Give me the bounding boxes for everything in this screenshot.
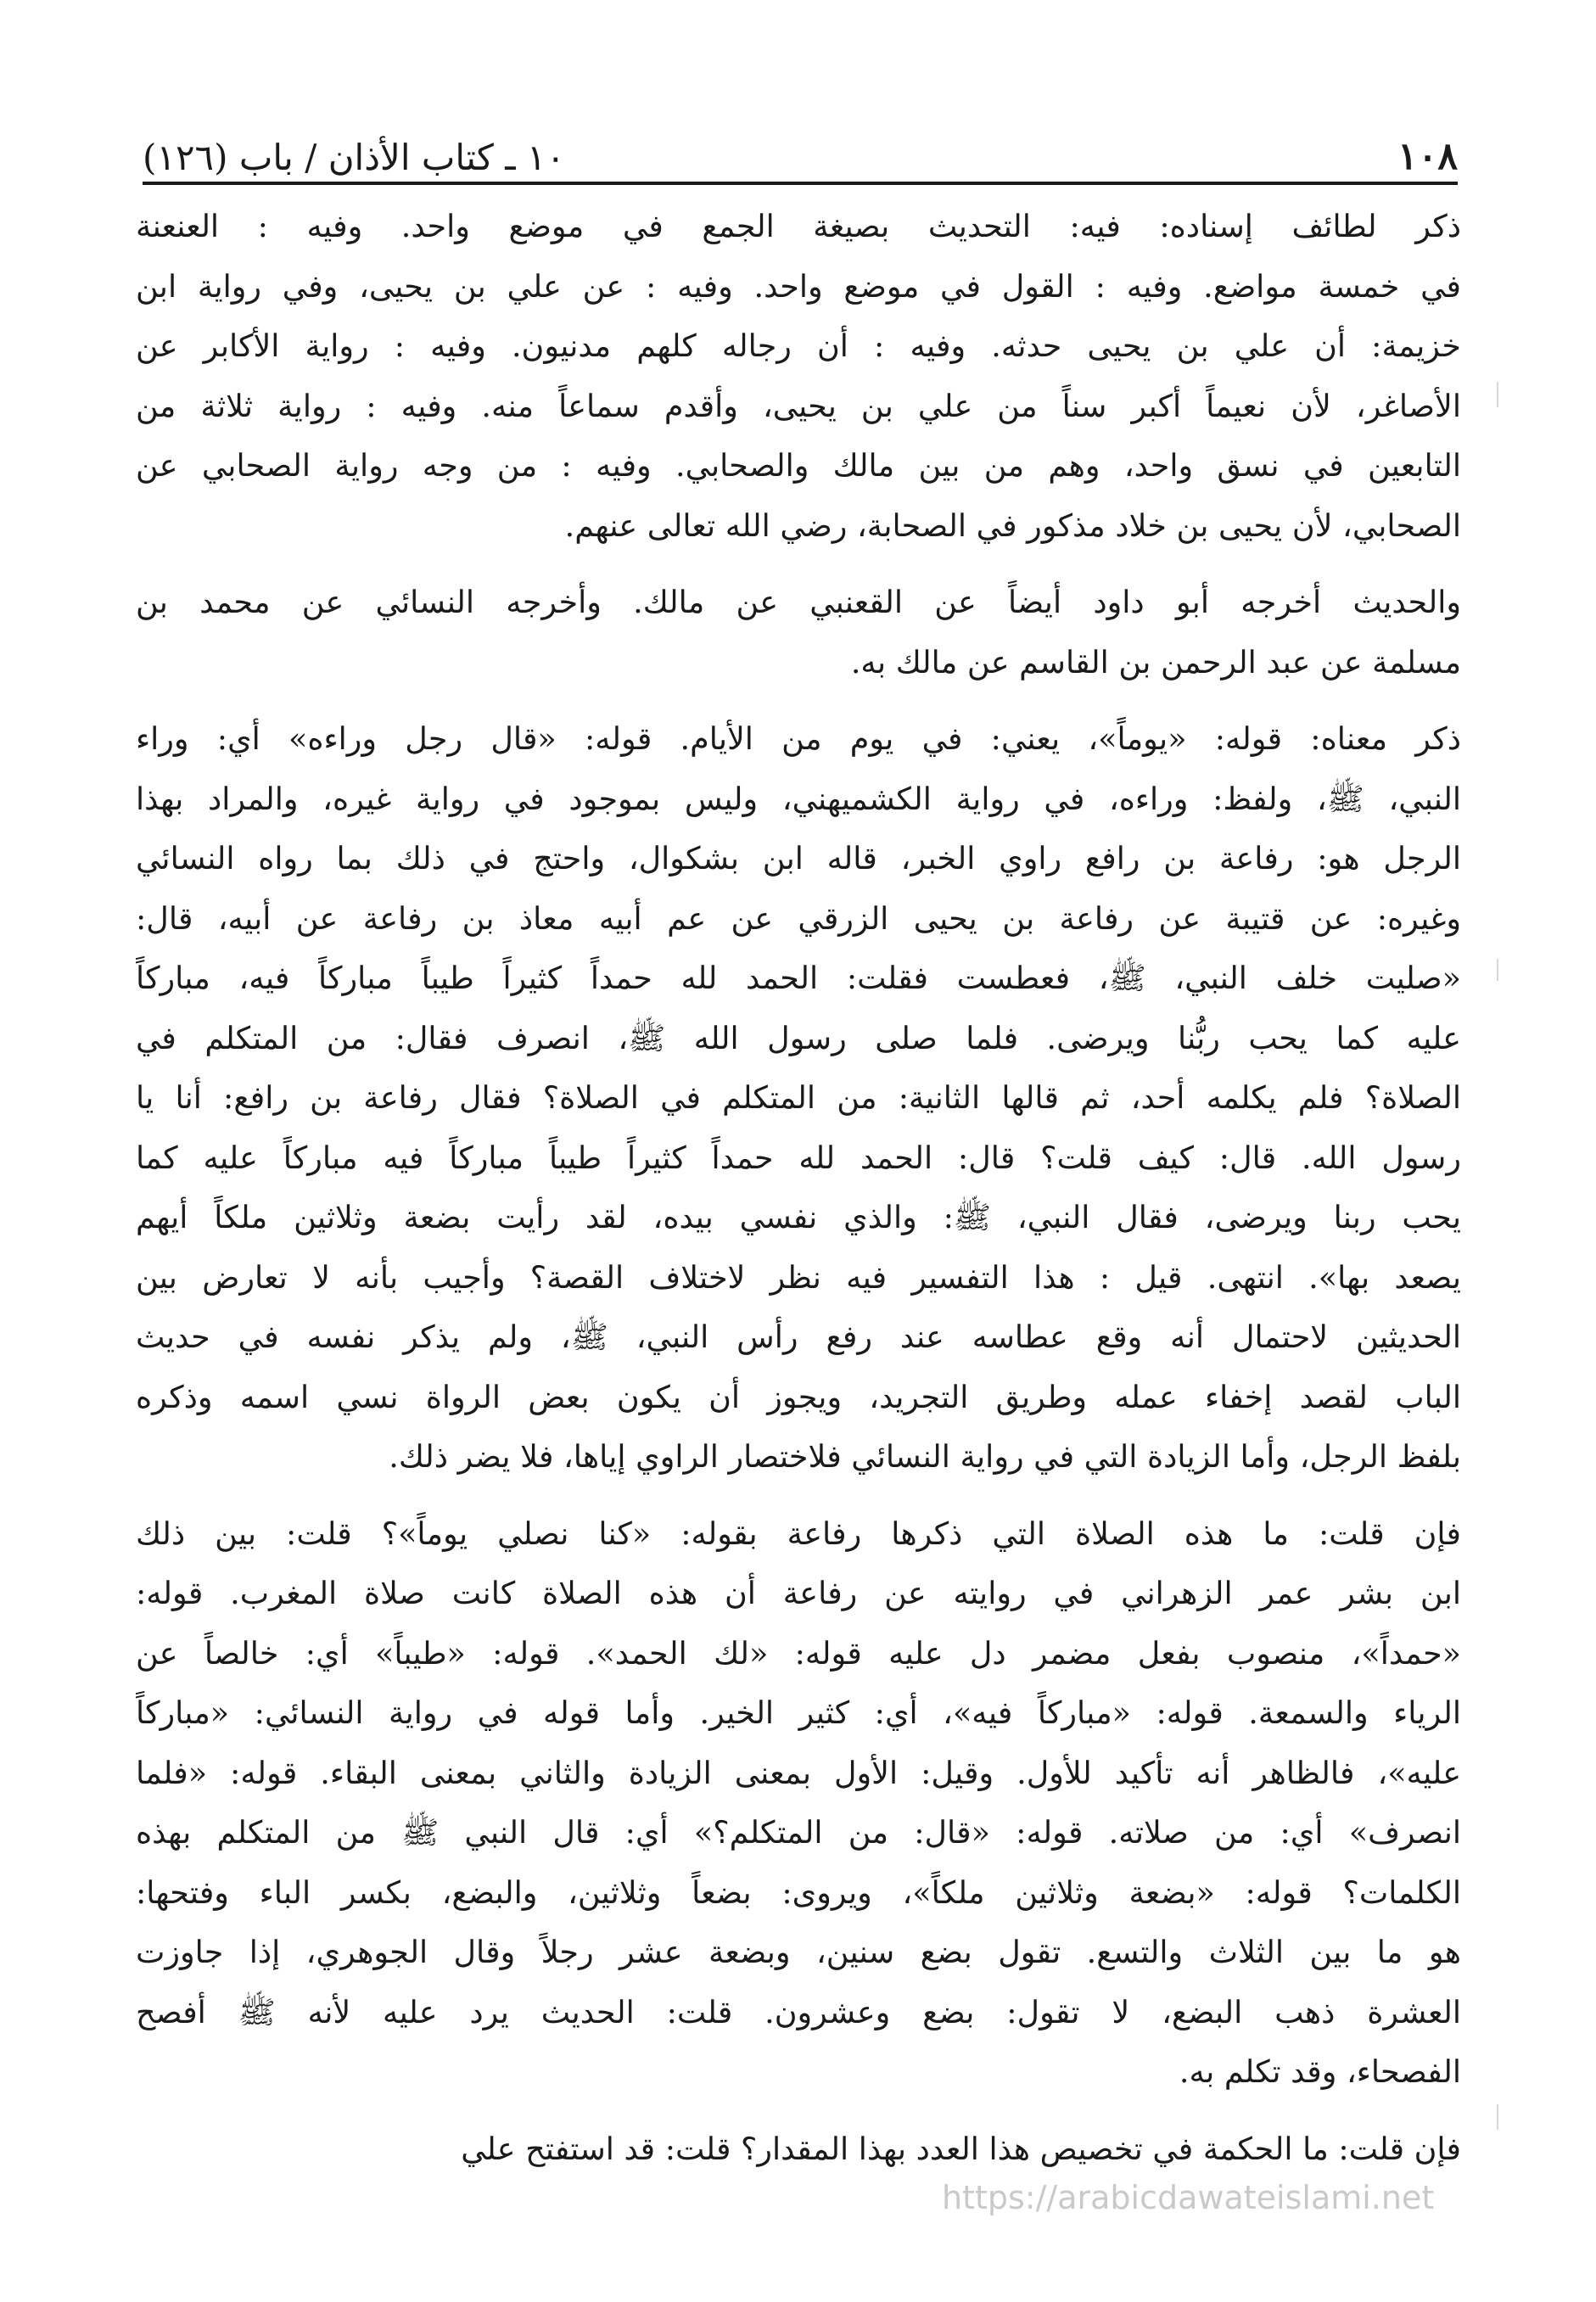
text-line: ذكر معناه: قوله: «يوماً»، يعني: في يوم من الأيام. قوله: «قال رجل وراءه» أي: وراء — [136, 720, 1461, 757]
text-line: فإن قلت: ما الحكمة في تخصيص هذا العدد بهذا المقدار؟ قلت: قد استفتح علي — [461, 2130, 1461, 2167]
header-rule — [143, 182, 1458, 185]
text-line: الفصحاء، وقد تكلم به. — [1179, 2053, 1461, 2090]
text-line: الكلمات؟ قوله: «بضعة وثلاثين ملكاً»، ويروى: بضعاً وثلاثين، والبضع، بكسر الباء وفتحها: — [136, 1874, 1461, 1911]
text-line: الرجل هو: رفاعة بن رافع راوي الخبر، قاله ابن بشكوال، واحتج في ذلك بما رواه النسائي — [136, 840, 1461, 877]
text-line: هو ما بين الثلاث والتسع. تقول بضع سنين، وبضعة عشر رجلاً وقال الجوهري، إذا جاوزت — [136, 1934, 1461, 1970]
text-line: الرياء والسمعة. قوله: «مباركاً فيه»، أي: كثير الخير. وأما قوله في رواية النسائي: «مباركاً — [136, 1694, 1461, 1731]
text-line: والحديث أخرجه أبو داود أيضاً عن القعنبي عن مالك. وأخرجه النسائي عن محمد بن — [136, 584, 1461, 620]
text-line: الحديثين لاحتمال أنه وقع عطاسه عند رفع رأس النبي، ﷺ، ولم يذكر نفسه في حديث — [136, 1319, 1461, 1355]
text-line: «صليت خلف النبي، ﷺ، فعطست فقلت: الحمد لله حمداً كثيراً طيباً مباركاً فيه، مباركاً — [136, 960, 1461, 996]
text-line: الصلاة؟ فلم يكلمه أحد، ثم قالها الثانية: من المتكلم في الصلاة؟ فقال رفاعة بن رافع: أنا يا — [136, 1079, 1461, 1116]
text-line: النبي، ﷺ، ولفظ: وراءه، في رواية الكشميهني، وليس بموجود في رواية غيره، والمراد بهذا — [136, 780, 1461, 817]
paragraph — [136, 197, 1461, 556]
text-line: العشرة ذهب البضع، لا تقول: بضع وعشرون. قلت: الحديث يرد عليه لأنه ﷺ أفصح — [136, 1993, 1461, 2030]
text-line: الصحابي، لأن يحيى بن خلاد مذكور في الصحابة، رضي الله تعالى عنهم. — [564, 507, 1461, 544]
paragraph — [136, 573, 1461, 692]
text-line: في خمسة مواضع. وفيه : القول في موضع واحد. وفيه : عن علي بن يحيى، وفي رواية ابن — [136, 267, 1461, 305]
text-line: ابن بشر عمر الزهراني في روايته عن رفاعة أن هذه الصلاة كانت صلاة المغرب. قوله: — [136, 1575, 1461, 1611]
page-body — [136, 197, 1461, 2196]
watermark-url: https://arabicdawateislami.net — [942, 2179, 1435, 2216]
page-number: ١٠٨ — [1397, 135, 1458, 178]
running-title: ١٠ ـ كتاب الأذان / باب (١٢٦) — [143, 137, 566, 178]
paragraph — [136, 1504, 1461, 2103]
text-line: وغيره: عن قتيبة عن رفاعة بن يحيى الزرقي عن عم أبيه معاذ بن رفاعة عن أبيه، قال: — [136, 899, 1461, 937]
text-line: يحب ربنا ويرضى، فقال النبي، ﷺ: والذي نفسي بيده، لقد رأيت بضعة وثلاثين ملكاً أيهم — [136, 1199, 1461, 1235]
page-header — [143, 110, 1458, 178]
text-line: خزيمة: أن علي بن يحيى حدثه. وفيه : أن رجاله كلهم مدنيون. وفيه : رواية الأكابر عن — [136, 328, 1461, 364]
paragraph — [136, 2120, 1461, 2180]
text-line: انصرف» أي: من صلاته. قوله: «قال: من المتكلم؟» أي: قال النبي ﷺ من المتكلم بهذه — [136, 1814, 1461, 1851]
text-line: عليه كما يحب ربُّنا ويرضى. فلما صلى رسول الله ﷺ، انصرف فقال: من المتكلم في — [136, 1019, 1461, 1056]
text-line: ذكر لطائف إسناده: فيه: التحديث بصيغة الجمع في موضع واحد. وفيه : العنعنة — [136, 208, 1461, 244]
text-line: مسلمة عن عبد الرحمن بن القاسم عن مالك به. — [850, 643, 1461, 681]
paragraph — [136, 709, 1461, 1487]
text-line: عليه»، فالظاهر أنه تأكيد للأول. وقيل: الأول بمعنى الزيادة والثاني بمعنى البقاء. قوله: «فلما — [136, 1754, 1461, 1791]
margin-mark — [1497, 959, 1498, 981]
text-line: التابعين في نسق واحد، وهم من بين مالك والصحابي. وفيه : من وجه رواية الصحابي عن — [136, 447, 1461, 484]
margin-mark — [1497, 2104, 1498, 2130]
text-line: فإن قلت: ما هذه الصلاة التي ذكرها رفاعة بقوله: «كنا نصلي يوماً»؟ قلت: بين ذلك — [136, 1515, 1461, 1552]
text-line: بلفظ الرجل، وأما الزيادة التي في رواية النسائي فلاختصار الراوي إياها، فلا يضر ذلك. — [389, 1438, 1461, 1475]
text-line: يصعد بها». انتهى. قيل : هذا التفسير فيه نظر لاختلاف القصة؟ وأجيب بأنه لا تعارض بين — [136, 1258, 1461, 1296]
margin-mark — [1497, 382, 1498, 407]
text-line: رسول الله. قال: كيف قلت؟ قال: الحمد لله حمداً كثيراً طيباً مباركاً فيه مباركاً عليه كما — [136, 1139, 1461, 1176]
text-line: «حمداً»، منصوب بفعل مضمر دل عليه قوله: «لك الحمد». قوله: «طيباً» أي: خالصاً عن — [136, 1634, 1461, 1672]
text-line: الأصاغر، لأن نعيماً أكبر سناً من علي بن يحيى، وأقدم سماعاً منه. وفيه : رواية ثلاثة من — [136, 387, 1461, 424]
text-line: الباب لقصد إخفاء عمله وطريق التجريد، ويجوز أن يكون بعض الرواة نسي اسمه وذكره — [136, 1378, 1461, 1415]
